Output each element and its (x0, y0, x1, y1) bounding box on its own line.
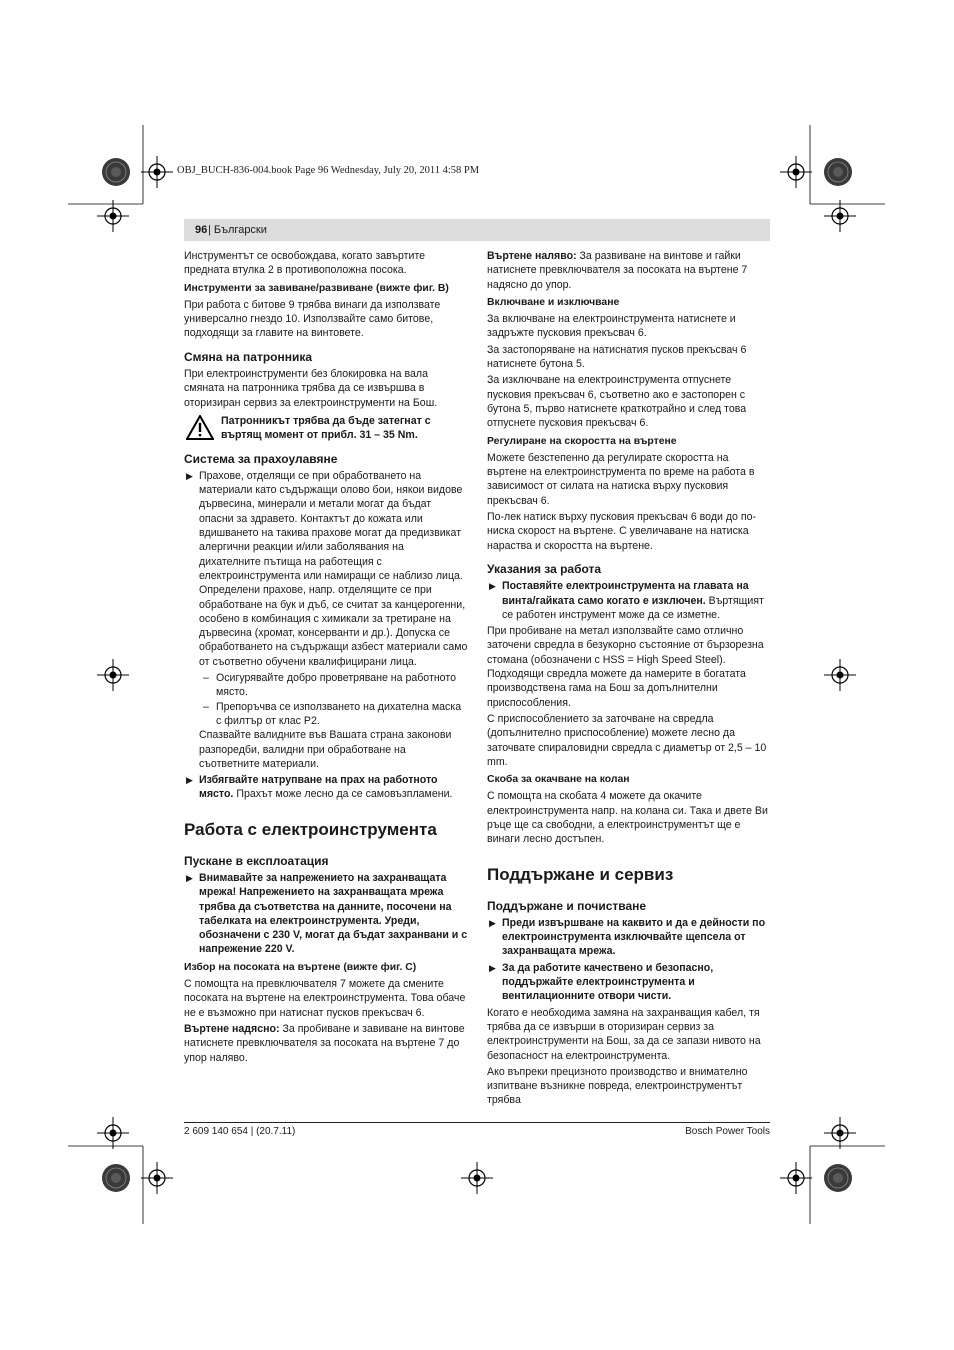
paragraph: При пробиване на метал използвайте само отлично заточени свредла в безукорно състояние от бързорезна стомана (обозначени с HSS = High Speed Steel). Подходящи свредла можете да намерите в богатата производствена гама на Бош за допълнителни приспособления. (487, 625, 764, 709)
section-heading: Включване и изключване (487, 296, 620, 308)
paragraph: С помощта на скобата 4 можете да окачите електроинструмента напр. на колана си. Така и двете Ви ръце ще са свободни, а електроинструментът ще е винаги лесно достъпен. (487, 790, 768, 846)
bullet-triangle-icon: ▶ (489, 917, 496, 928)
paragraph: Инструментът се освобождава, когато завъртите предната втулка 2 в противоположна посока. (184, 250, 426, 277)
chapter-heading: Поддържане и сервиз (487, 864, 674, 884)
bullet-bold-text: Избягвайте натрупване на прах на работното място. (199, 774, 438, 801)
page-number: 96 (195, 224, 208, 236)
footer-doc-number: 2 609 140 654 | (20.7.11) (184, 1126, 296, 1137)
bullet-text: Прахове, отделящи се при обработването на материали като съдържащи олово бои, някои видове дървесина, минерали и метали могат да бъдат опасни за здравето. Контактът до кожата или вдишването на такива прахове могат да предизвикат алергични реакции и/или заболявания на дихателните пътища на работещия с електроинструмента или намиращи се наблизо лица. Определени прахове, напр. отделящите се при обработване на бук и дъб, се считат за канцерогенни, особено в комбинация с химикали за третиране на дървесина (хромат, консерванти и др.). Допуска се обработването на съдържащи азбест материали само от съответно обучени квалифицирани лица. (199, 469, 468, 668)
bullet-text: Прахът може лесно да се самовъзпламени. (236, 788, 453, 801)
bullet-item (184, 871, 468, 957)
paragraph: Спазвайте валидните във Вашата страна законови разпоредби, валидни при обработване на съответните материали. (199, 729, 452, 770)
section-heading: Смяна на патронника (184, 349, 313, 364)
section-heading: Указания за работа (487, 561, 602, 576)
inline-label: Въртене надясно: (184, 1022, 280, 1035)
paragraph: С помощта на превключвателя 7 можете да смените посоката на въртене на електроинструмента. Това обаче не е възможно при натиснат пусков прекъсвач 6. (184, 978, 466, 1019)
paragraph: При работа с битове 9 трябва винаги да използвате универсално гнездо 10. Използвайте само битове, подходящи за главите на винтовете. (184, 298, 441, 340)
dash-item: – Осигурявайте добро проветряване на работното място. (203, 672, 456, 699)
bullet-bold-text: За да работите качествено и безопасно, поддържайте електроинструмента и вентилационните отвори чисти. (502, 961, 714, 1003)
header-bar (184, 219, 770, 241)
paragraph: Ако въпреки прецизното производство и внимателно изпитване възникне повреда, електроинструментът трябва (487, 1065, 748, 1107)
warning-text: Патронникът трябва да бъде затегнат с въртящ момент от прибл. 31 – 35 Nm. (221, 414, 431, 442)
footer-rule (184, 1122, 770, 1123)
paragraph: При електроинструменти без блокировка на вала смяната на патронника трябва да се извършва в оторизиран сервиз за електроинструменти на Бош. (184, 368, 438, 409)
bullet-text: Въртящият се работен инструмент може да се изметне. (502, 594, 764, 621)
page-language: | Български (208, 224, 267, 236)
paragraph: С приспособлението за заточване на свредла (допълнително приспособление) можете лесно да заточвате спираловидни свредла с диаметър от 2,5 – 10 mm. (487, 712, 767, 768)
chapter-heading: Работа с електроинструмента (184, 819, 437, 839)
section-heading: Избор на посоката на въртене (вижте фиг. C) (184, 961, 417, 973)
footer-brand: Bosch Power Tools (685, 1126, 770, 1137)
paragraph: Когато е необходима замяна на захранващия кабел, тя трябва да се извърши в оторизиран сервиз за електроинструменти на Бош, за да се запази нивото на безопасност на електроинструмента. (487, 1006, 761, 1062)
inline-text: За развиване на винтове и гайки натиснете превключвателя за посоката на въртене 7 надясно до упор. (487, 250, 748, 291)
bullet-bold-text: Внимавайте за напрежението на захранващата мрежа! Напрежението на захранващата мрежа трябва да съответства на данните, посочени на табелката на електроинструмента. Уреди, обозначени с 230 V, могат да бъдат захранвани и с напрежение 220 V. (199, 871, 468, 956)
bullet-bold-text: Преди извършване на каквито и да е дейности по електроинструмента изключвайте щепсела от захранващата мрежа. (502, 916, 766, 958)
section-heading: Пускане в експлоатация (184, 853, 329, 868)
section-heading: Скоба за окачване на колан (487, 774, 630, 786)
section-heading: Система за прахоулавяне (184, 451, 338, 466)
section-heading: Поддържане и почистване (487, 898, 647, 913)
bullet-triangle-icon: ▶ (489, 581, 496, 592)
bullet-item (184, 773, 468, 802)
paragraph: По-лек натиск върху пусковия прекъсвач 6 води до по-ниска скорост на въртене. С увеличаване на натиска нараства и скоростта на въртене. (487, 511, 757, 552)
bullet-triangle-icon: ▶ (186, 872, 193, 883)
bullet-item (487, 916, 771, 959)
dash-text: Осигурявайте добро проветряване на работното място. (216, 672, 456, 699)
warning-note (184, 414, 468, 443)
paragraph: За включване на електроинструмента натиснете и задръжте пусковия прекъсвач 6. (487, 313, 736, 340)
bullet-item (184, 469, 468, 669)
dash-item: – Препоръчва се използването на дихателна маска с филтър от клас P2. (203, 700, 462, 727)
inline-text: За пробиване и завиване на винтове натиснете превключвателя за посоката на въртене 7 до упор наляво. (184, 1022, 465, 1064)
inline-label: Въртене наляво: (487, 250, 577, 262)
bullet-item (487, 579, 771, 622)
section-heading: Регулиране на скоростта на въртене (487, 435, 677, 447)
right-column (487, 249, 771, 1110)
bullet-bold-text: Поставяйте електроинструмента на главата на винта/гайката само когато е изключен. (502, 580, 749, 607)
paragraph (184, 1022, 468, 1065)
warning-triangle-icon (186, 415, 214, 440)
left-column (184, 249, 468, 1067)
section-heading: Инструменти за завиване/развиване (вижте фиг. B) (184, 282, 449, 294)
paragraph: За застопоряване на натиснатия пусков прекъсвач 6 натиснете бутона 5. (487, 343, 747, 371)
bullet-item (487, 961, 771, 1004)
bullet-triangle-icon: ▶ (186, 470, 193, 481)
bullet-triangle-icon: ▶ (489, 962, 496, 973)
paragraph: За изключване на електроинструмента отпуснете пусковия прекъсвач 6, съответно ако е застопорен с бутона 5, първо натиснете краткотрайно и след това отпуснете пусковия прекъсвач 6. (487, 374, 747, 430)
paragraph (487, 249, 771, 292)
dash-text: Препоръчва се използването на дихателна маска с филтър от клас P2. (216, 700, 462, 727)
print-info: OBJ_BUCH-836-004.book Page 96 Wednesday, July 20, 2011 4:58 PM (177, 165, 480, 176)
bullet-triangle-icon: ▶ (186, 775, 193, 786)
paragraph: Можете безстепенно да регулирате скоростта на въртене на електроинструмента по време на работа в зависимост от силата на натиска върху пусковия прекъсвач 6. (487, 451, 755, 507)
